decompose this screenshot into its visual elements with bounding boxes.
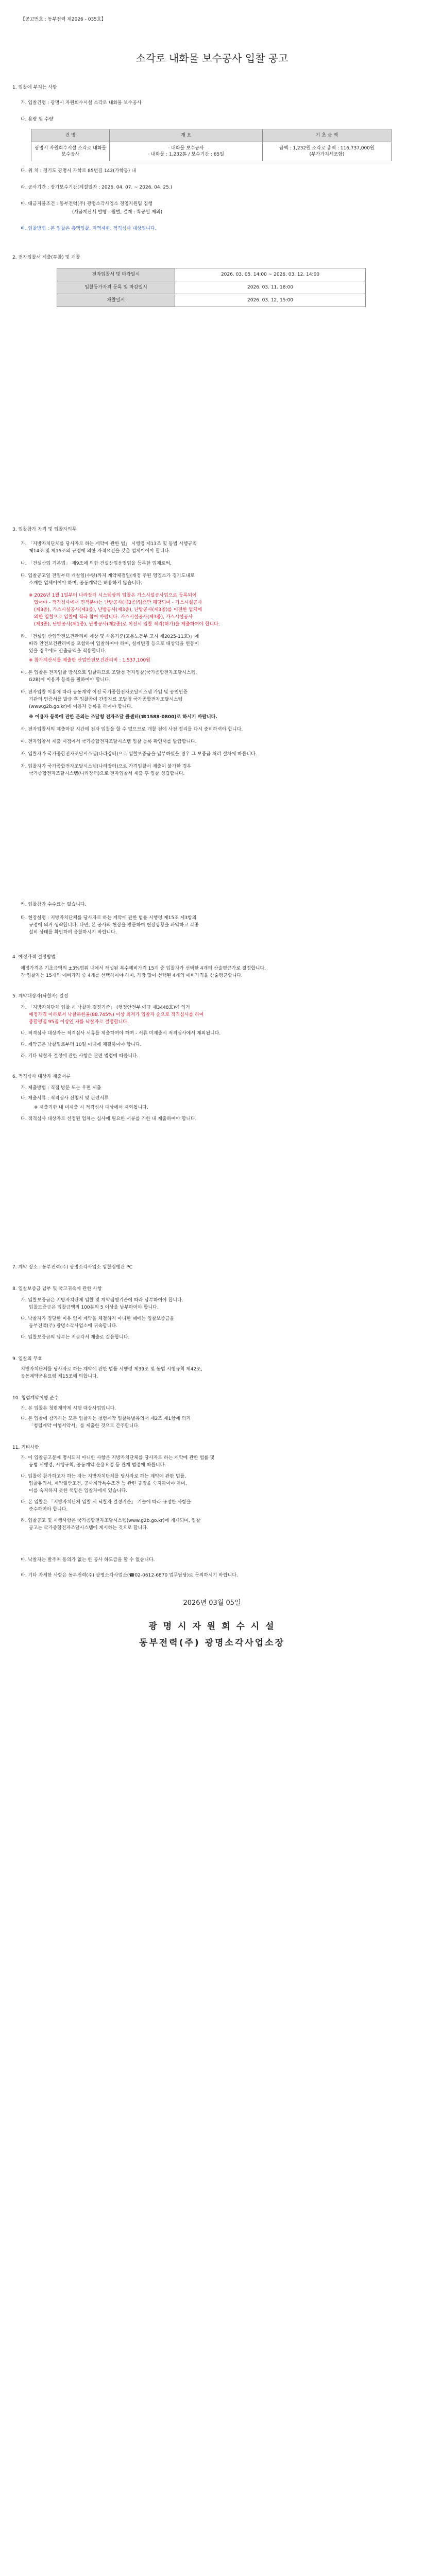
s11-na2: 입찰유의서, 계약일반조건, 공사계약특수조건 등 관련 규정을 숙지하여야 하며, xyxy=(29,1481,187,1486)
s8-ga: 가. 입찰보증금은 지방자치단체 입찰 및 계약집행기준에 따라 납부하여야 합니다. xyxy=(21,1298,183,1303)
schedule-label: 개찰일시 xyxy=(57,294,175,307)
s3-ma: 마. 본 입찰은 전자입찰 방식으로 입찰하므로 조달청 전자입찰(국가종합전자조달시스템, xyxy=(21,670,197,675)
s11-ga: 가. 이 입찰공고문에 명시되지 아니한 사항은 지방자치단체를 당사자로 하는 계약에 관한 법률 및 xyxy=(21,1455,215,1461)
notice-number: 【공고번호 : 동부전력 제2026 - 035호】 xyxy=(21,17,106,22)
s10-na2: 「청렴계약 이행서약서」를 제출한 것으로 간주합니다. xyxy=(29,1423,140,1429)
s3-ma2: G2B)에 이용자 등록을 필하여야 합니다. xyxy=(29,677,111,683)
s5-na: 나. 적격심사 대상자는 적격심사 서류를 제출하여야 하며 - 서류 미제출시 적격심사에서 제외됩니다. xyxy=(21,1031,221,1036)
summary-table xyxy=(31,129,392,161)
s1-ba: 바. 입찰방법 : 본 입찰은 총액입찰, 지역제한, 적격심사 대상입니다. xyxy=(21,226,157,231)
s11-ma: 마. 낙찰자는 발주처 동의가 없는 한 공사 하도급을 할 수 없습니다. xyxy=(21,1557,155,1563)
table-cell-line: · 내화물 : 1,232톤 / 보수기간 : 65일 xyxy=(148,152,224,157)
table-header: 기 초 금 액 xyxy=(262,129,391,142)
bid-schedule-table xyxy=(57,268,366,307)
s11-ra2: 공고는 국가종합전자조달시스템에 게시하는 것으로 합니다. xyxy=(29,1526,148,1531)
s6-list: ※ 제출기한 내 미제출 시 적격심사 대상에서 제외됩니다. xyxy=(34,1105,148,1110)
issuer-line-2: 동부전력(주) 광명소각사업소장 xyxy=(139,1638,285,1648)
section-6-heading: 6. 적격심사 대상자 제출서류 xyxy=(12,1074,71,1079)
notice-date: 2026년 03월 05일 xyxy=(183,1599,241,1607)
page-title: 소각로 내화물 보수공사 입찰 공고 xyxy=(135,52,289,64)
schedule-value: 2026. 03. 11. 18:00 xyxy=(175,281,366,294)
section-8-heading: 8. 입찰보증금 납부 및 국고귀속에 관한 사항 xyxy=(12,1286,102,1292)
s5-body2: 예정가격 이하로서 낙찰하한율(88.745%) 이상 최저가 입찰자 순으로 적격심사를 하여 xyxy=(29,1012,204,1018)
s11-ra: 라. 입찰공고 및 시행사항은 국가종합전자조달시스템(www.g2b.go.kr)에 게재되며, 입찰 xyxy=(21,1518,201,1523)
s8-da: 다. 입찰보증금의 납부는 지급각서 제출로 갈음합니다. xyxy=(21,1335,130,1340)
s5-ra: 라. 기타 낙찰자 결정에 관한 사항은 관련 법령에 따릅니다. xyxy=(21,1054,139,1059)
s3-ka: 카. 입찰참가 수수료는 없습니다. xyxy=(21,902,87,907)
s3-note6: ※ 참가계산서를 제출한 산업안전보건관리비 : 1,537,100원 xyxy=(29,658,150,663)
section-10-heading: 10. 청렴계약이행 준수 xyxy=(12,1396,59,1401)
section-11-heading: 11. 기타사항 xyxy=(12,1445,39,1450)
s5-da: 다. 계약금은 낙찰일로부터 10일 이내에 체결하여야 합니다. xyxy=(21,1042,142,1047)
s1-na: 나. 용량 및 수량 xyxy=(21,117,54,122)
s3-da: 다. 입찰공고일 전일부터 개찰일(수량)까지 계약체결일(개정 주된 영업소가 경기도내로 xyxy=(21,573,195,579)
s6-ga: 가. 제출방법 : 직접 방문 또는 우편 제출 xyxy=(21,1086,101,1091)
issuer-line-1: 광 명 시 자 원 회 수 시 설 xyxy=(148,1621,276,1632)
s11-ga2: 동법 시행령, 시행규칙, 공동계약 운용요령 등 관계 법령에 따릅니다. xyxy=(29,1463,166,1468)
s1-ra: 라. 공사기간 : 장기보수기간(계절일자 : 2026. 04. 07. ~ 2026. 04. 25.) xyxy=(21,185,173,190)
s3-cha: 차. 입찰자가 국가종합전자조달시스템(나라장터)으로 가격입찰서 제출이 불가한 경우 xyxy=(21,764,192,769)
table-header: 건 명 xyxy=(31,129,110,142)
section-2-heading: 2. 전자입찰서 제출(투찰) 및 개찰 xyxy=(12,255,80,260)
section-9-heading: 9. 입찰의 무효 xyxy=(12,1357,42,1362)
s3-note4: 의한 입찰으로 입찰에 적극 참여 바랍니다. 가스시설공사(제3종), 가스시설공사 xyxy=(34,615,193,620)
s11-da: 다. 본 입찰은 「지방자치단체 입찰 시 낙찰자 결정기준」 기술에 따라 규정한 사항을 xyxy=(21,1500,191,1505)
s5-body: 가. 「지방자치단체 입찰 시 낙찰자 결정기준」 (행정안전부 예규 제3448호)에 의거 xyxy=(21,1005,190,1010)
table-cell-line: 금액 : 1,232원 소각로 총액 : 116,737,000원 xyxy=(279,146,375,151)
s3-ra: 라. 「건설업 산업안전보건관리비 계상 및 사용기준(고용노동부 고시 제2025-11호)」에 xyxy=(21,634,199,639)
section-1-heading: 1. 입찰에 부치는 사항 xyxy=(12,85,57,90)
s5-body3: 종합평점 95점 이상인 자를 낙찰자로 결정합니다. xyxy=(29,1020,129,1025)
s3-ta: 타. 현장설명 : 지방자치단체를 당사자로 하는 계약에 관한 법률 시행령 제15조 제3항의 xyxy=(21,916,197,921)
s11-ba: 바. 기타 자세한 사항은 동부전력(주) 광명소각사업소(☎02-0612-6870 업무담당)로 문의하시기 바랍니다. xyxy=(21,1573,238,1578)
s8-na2: 동부전력(주) 광명소각사업소에 귀속합니다. xyxy=(29,1324,118,1329)
s3-cha2: 국가종합전자조달시스템(나라장터)으로 전자입찰서 제출 후 입찰 성립합니다. xyxy=(29,771,185,776)
s11-na3: 이를 숙지하지 못한 책임은 입찰자에게 있습니다. xyxy=(29,1488,128,1494)
section-4-heading: 4. 예정가격 결정방법 xyxy=(12,955,56,960)
s6-na: 나. 제출서류 : 적격심사 신청서 및 관련서류 xyxy=(21,1096,109,1101)
schedule-label: 입찰등가자격 등록 및 마감일시 xyxy=(57,281,175,294)
table-cell xyxy=(262,142,391,161)
s3-note5: (제3종), 난방공사(제1종), 난방공사(제2종)로 이전시 입찰 적격(허가)을 제출하여야 합니다. xyxy=(34,622,220,627)
s3-ra3: 있을 경우에도 산출금액을 적용합니다. xyxy=(29,649,107,654)
s3-ta2: 규정에 의거 생략합니다. 다만, 본 공사의 현장을 방문하여 현장상황을 파악하고 각종 xyxy=(29,923,199,928)
s1-ga: 가. 입찰건명 : 광명시 자원회수시설 소각로 내화물 보수공사 xyxy=(21,100,142,106)
section-3-heading: 3. 입찰참가 자격 및 입찰자의무 xyxy=(12,527,77,532)
s9-body2: 공동계약운용요령 제15조에 의합니다. xyxy=(21,1374,98,1379)
s3-da2: 소재한 업체이어야 하며, 공동계약은 허용하지 않습니다. xyxy=(29,581,142,586)
s8-ga2: 입찰보증금은 입찰금액의 100분의 5 이상을 납부하여야 합니다. xyxy=(29,1305,159,1310)
s3-ba2: 기관의 인증서를 발급 후 입찰참여 간접자료 조달청 국가종합전자조달시스템 xyxy=(29,697,183,702)
s1-ma: 마. 대금지불조건 : 동부전력(주) 광명소각사업소 경영지원팀 집행 xyxy=(21,201,153,207)
table-header: 개 요 xyxy=(110,129,262,142)
s3-ba3: (www.g2b.go.kr)에 이용자 등록을 하여야 합니다. xyxy=(29,704,133,709)
s3-warning: ※ 이용자 등록에 관한 문의는 조달청 전자조달 콜센터(☎1588-0800)로 하시기 바랍니다. xyxy=(29,715,217,720)
s1-ma2: (세금계산서 발행 : 월별, 결재 : 착공일 제외) xyxy=(72,210,163,215)
s4-body: 예정가격은 기초금액의 ±3%범위 내에서 작성된 복수예비가격 15개 중 입찰자가 선택한 4개의 산술평균가로 결정합니다. xyxy=(21,966,266,971)
s3-na: 나. 「건설산업 기본법」 제9조에 의한 건설산업운영업을 등록한 업체로써, xyxy=(21,561,172,566)
s3-ba: 바. 전자입찰 이용에 따라 공동계약 이전 국가종합전자조달시스템 가입 및 공인인증 xyxy=(21,690,188,695)
s9-body: 지방자치단체를 당사자로 하는 계약에 관한 법률 시행령 제39조 및 동법 시행규칙 제42조, xyxy=(21,1367,202,1372)
s10-na: 나. 본 입찰에 참가하는 모든 입찰자는 청렴계약 입찰특별유의서 제2조 제1항에 의거 xyxy=(21,1416,191,1421)
s3-note3: (제3종), 가스시설공사(제3종), 난방공사(제3종), 난방공사(제3종)를 이전한 업체에 xyxy=(34,607,202,613)
s6-da: 다. 적격심사 대상자로 선정된 업체는 심사에 필요한 서류를 기한 내 제출하여야 합니다. xyxy=(21,1116,197,1122)
s3-ga2: 제14조 및 제15조의 규정에 의한 자격요건을 갖춘 업체이어야 합니다. xyxy=(29,549,171,554)
s3-ga: 가. 「지방자치단체를 당사자로 하는 계약에 관한 법」 시행령 제13조 및 동법 시행규칙 xyxy=(21,541,197,547)
schedule-value: 2026. 03. 12. 15:00 xyxy=(175,294,366,307)
s8-na: 나. 낙찰자가 정당한 이유 없이 계약을 체결하지 아니한 때에는 입찰보증금을 xyxy=(21,1316,175,1321)
s3-note2: 있어야 - 적격심사에서 면책분야는 난방공사(제3종)입증만 해당되며 - 가스시설공사 xyxy=(34,600,202,605)
table-cell: 광명시 자원회수시설 소각로 내화물 보수공사 xyxy=(31,142,110,161)
schedule-value: 2026. 03. 05. 14:00 ~ 2026. 03. 12. 14:00 xyxy=(175,268,366,281)
table-cell xyxy=(110,142,262,161)
s3-sa: 사. 전자입찰서의 제출마감 시간에 전자 입찰을 할 수 없으므로 개찰 전에 사전 정리를 다시 준비하셔야 합니다. xyxy=(21,727,243,732)
s3-ra2: 따라 안전보건관리비를 포함하여 입찰하여야 하며, 설계변경 등으로 대상액을 변동이 xyxy=(29,641,199,647)
s3-ah: 아. 전자입찰서 제출 시점에서 국가종합전자조달시스템 입찰 등록 확인서를 발급합니다. xyxy=(21,739,197,744)
section-7-heading: 7. 계약 장소 : 동부전력(주) 광명소각사업소 입찰집행관 PC xyxy=(12,1265,132,1270)
s4-body2: 각 입찰자는 15개의 예비가격 중 4개를 선택하여야 하며, 가장 많이 선택된 4개의 예비가격을 산술평균합니다. xyxy=(21,973,243,978)
s11-na: 나. 입찰에 참가하고자 하는 자는 지방자치단체를 당사자로 하는 계약에 관한 법률, xyxy=(21,1474,186,1479)
s10-ga: 가. 본 입찰은 청렴계약제 시행 대상사업입니다. xyxy=(21,1406,116,1411)
table-cell-line: · 내화물 보수공사 xyxy=(168,146,204,151)
section-5-heading: 5. 계약대상자(낙찰자) 결정 xyxy=(12,994,69,999)
schedule-label: 전자입찰서 및 마감일시 xyxy=(57,268,175,281)
s1-da: 다. 위 치 : 경기도 광명시 가학로 85번길 142(가학동) 내 xyxy=(21,168,136,174)
table-cell-line: (부가가치세포함) xyxy=(309,152,345,157)
s3-note1: ※ 2026년 1월 1일부터 나라장터 시스템상의 입찰은 가스시설공사업으로 등록되어 xyxy=(29,593,197,598)
s3-ta3: 설비 상태를 확인하여 응찰하시기 바랍니다. xyxy=(29,930,117,935)
s11-da2: 준수하여야 합니다. xyxy=(29,1507,68,1512)
s3-ja: 자. 입찰자가 국가종합전자조달시스템(나라장터)으로 입찰보증금을 납부하였을 경우 그 보증금 처리 절차에 따릅니다. xyxy=(21,752,257,757)
